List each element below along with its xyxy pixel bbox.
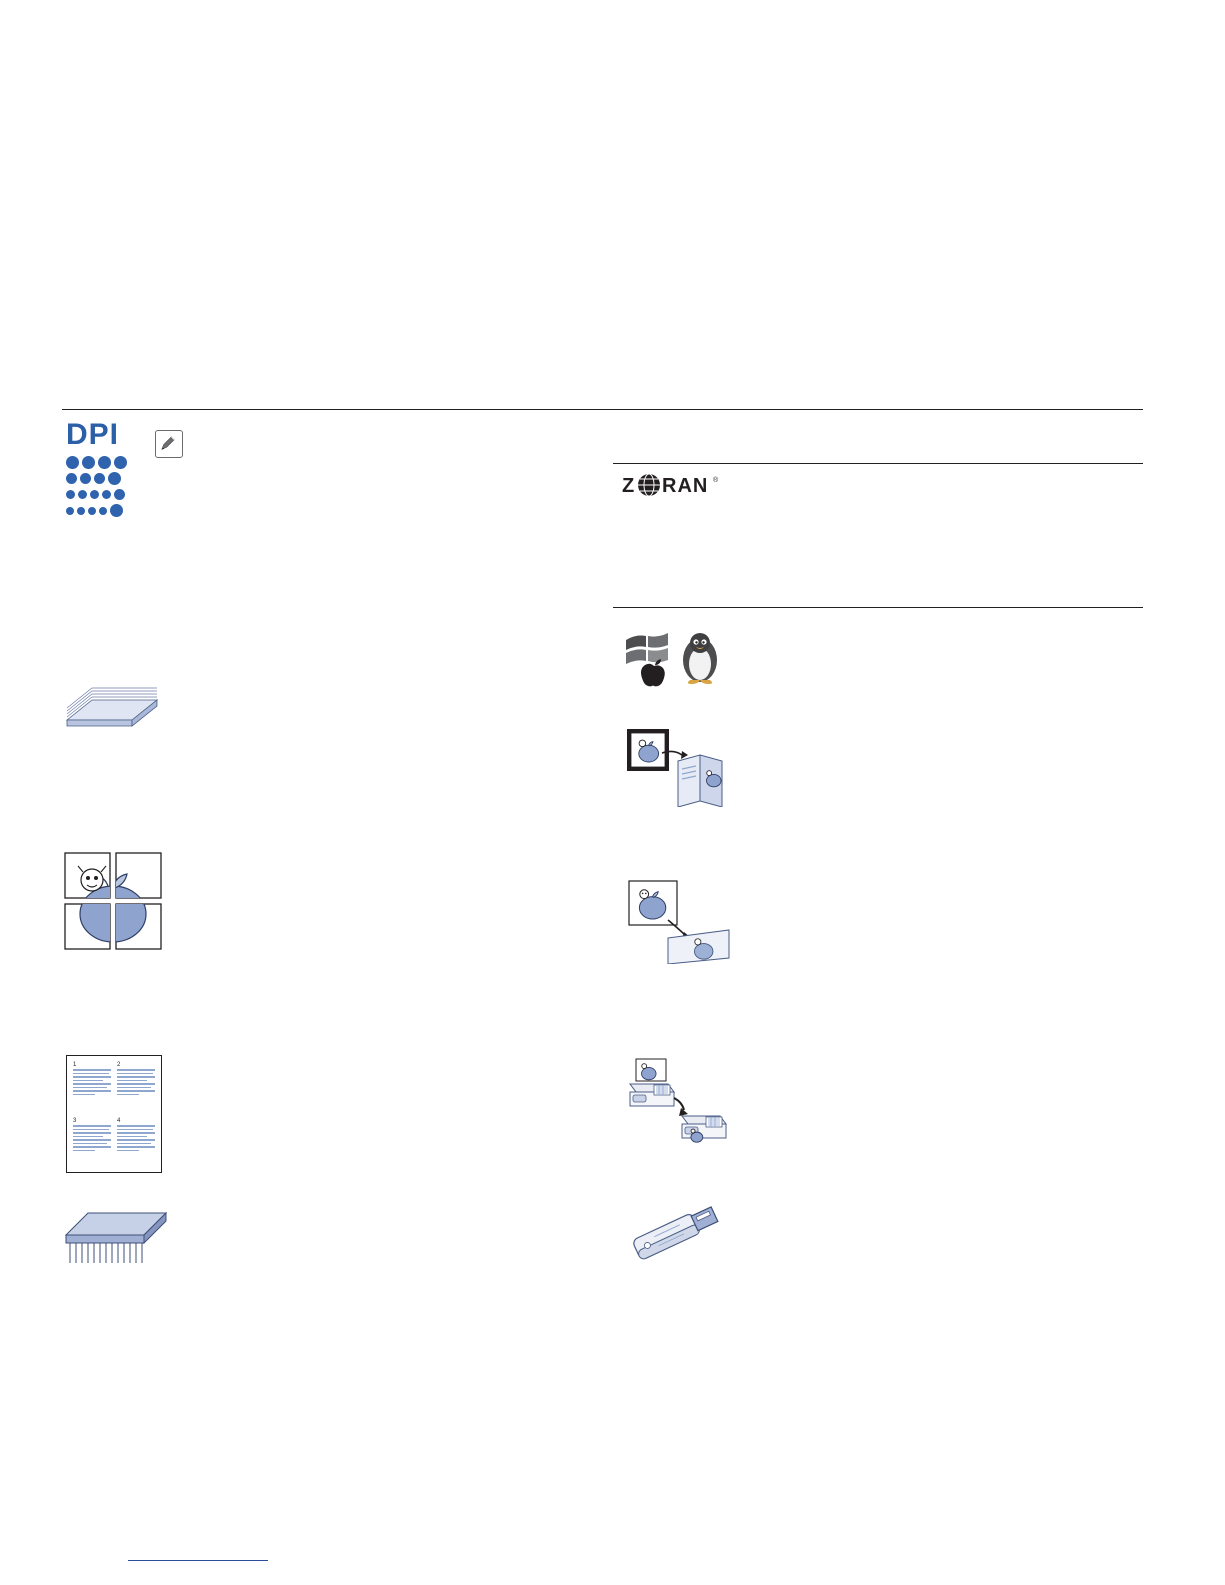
nup-page-number: 3: [73, 1118, 77, 1124]
multiple-pages-per-sheet-icon: [66, 1055, 162, 1173]
nup-page-number: 1: [73, 1062, 77, 1068]
footer-link-text: [0, 0, 1, 1]
top-divider: [62, 409, 1143, 410]
dpi-label: DPI: [66, 418, 120, 451]
svg-text:®: ®: [713, 477, 719, 484]
dpi-dot-grid: [66, 456, 186, 517]
paper-stack-icon: [62, 680, 162, 742]
watermark-printing-icon: [628, 880, 730, 964]
poster-printing-icon: [64, 852, 162, 950]
nup-page-number: 2: [117, 1062, 121, 1068]
note-pencil-icon: [155, 430, 183, 458]
zoran-logo: [622, 473, 720, 497]
svg-text:RAN: RAN: [662, 475, 709, 497]
operating-systems-icon: [624, 630, 728, 692]
booklet-printing-icon: [626, 725, 726, 807]
svg-text:Z: Z: [622, 475, 636, 497]
memory-chip-icon: [58, 1205, 170, 1275]
usb-memory-device-icon: [620, 1195, 732, 1267]
right-divider-lower: [613, 607, 1143, 608]
nup-page-number: 4: [117, 1118, 121, 1124]
footer-link[interactable]: [128, 1560, 268, 1561]
fax-forwarding-icon: [628, 1058, 730, 1150]
right-divider-upper: [613, 463, 1143, 464]
